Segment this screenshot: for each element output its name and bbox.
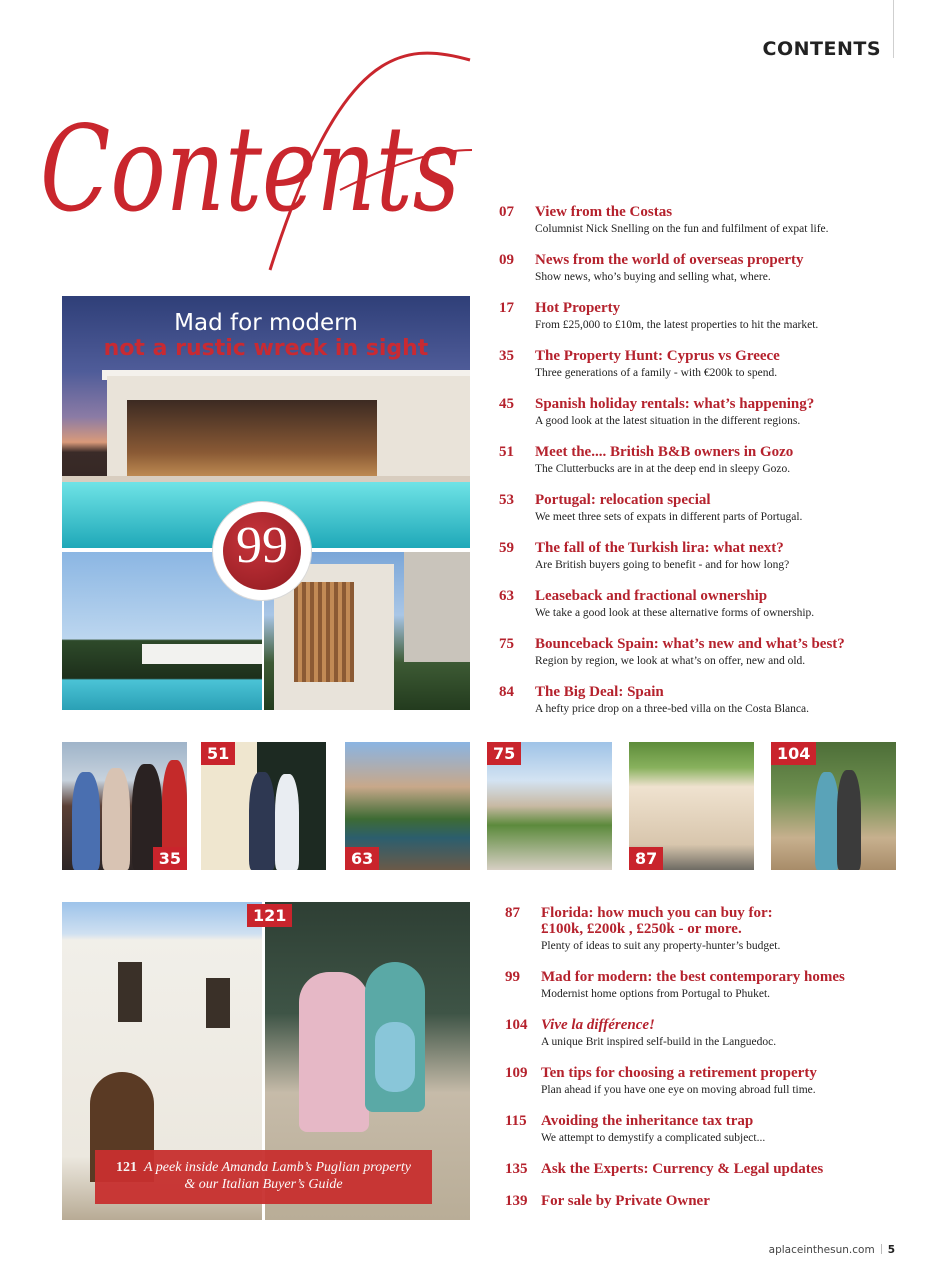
toc-title: The Big Deal: Spain [535,684,664,700]
thumb-garden-pool[interactable] [345,742,470,870]
person-figure [249,772,275,870]
footer-divider [881,1244,882,1254]
toc-description: Plan ahead if you have one eye on moving abroad full time. [541,1084,816,1096]
person-figure [815,772,839,870]
toc-description: A unique Brit inspired self-build in the Languedoc. [541,1036,777,1048]
toc-entry[interactable] [505,905,925,955]
villa-slab [142,644,262,664]
page-99-badge[interactable] [213,502,311,600]
toc-page-number: 84 [499,684,514,700]
thumb-page-tag: 51 [201,742,235,765]
toc-top [499,204,919,724]
timber-slats [294,582,354,682]
toc-page-number: 75 [499,636,514,652]
person-figure [72,772,100,870]
toc-description: Plenty of ideas to suit any property-hunter’s budget. [541,940,781,952]
thumb-family-photo[interactable] [62,742,187,870]
thumb-resort-terrace[interactable] [487,742,612,870]
toc-description: Region by region, we look at what’s on offer, new and old. [535,655,806,667]
toc-page-number: 115 [505,1113,527,1129]
toc-description: A hefty price drop on a three-bed villa on the Costa Blanca. [535,703,809,715]
toc-page-number: 63 [499,588,514,604]
toc-title: Meet the.... British B&B owners in Gozo [535,444,794,460]
toc-description: We take a good look at these alternative forms of ownership. [535,607,815,619]
toc-page-number: 45 [499,396,514,412]
toc-description: Three generations of a family - with €200k to spend. [535,367,778,379]
contents-script-title [40,40,480,290]
toc-title: Ten tips for choosing a retirement property [541,1065,817,1081]
toc-page-number: 17 [499,300,514,316]
header-divider [893,0,894,58]
toc-description: From £25,000 to £10m, the latest properties to hit the market. [535,319,819,331]
person-figure [299,972,369,1132]
toc-title: Florida: how much you can buy for: [541,905,773,921]
toc-title: The fall of the Turkish lira: what next? [535,540,784,556]
thumb-page-tag: 87 [629,847,663,870]
toc-bottom [505,905,925,1215]
thumb-couple-doorway[interactable] [201,742,326,870]
toc-description: The Clutterbucks are in at the deep end in sleepy Gozo. [535,463,791,475]
house-window [206,978,230,1028]
hero-caption-line2: not a rustic wreck in sight [103,336,429,361]
page-number: 5 [887,1244,895,1256]
page-footer [769,1244,895,1256]
thumb-page-tag: 35 [153,847,187,870]
toc-title: Bounceback Spain: what’s new and what’s best? [535,636,845,652]
script-title-text: Contents [40,100,460,238]
thumb-page-tag: 63 [345,847,379,870]
feature-caption[interactable] [95,1150,432,1204]
feature-page-tag: 121 [247,904,292,927]
toc-title: The Property Hunt: Cyprus vs Greece [535,348,780,364]
thumb-page-tag: 75 [487,742,521,765]
toc-title: Hot Property [535,300,621,316]
toc-page-number: 104 [505,1017,528,1033]
toc-description: We meet three sets of expats in different parts of Portugal. [535,511,803,523]
person-figure [102,768,130,870]
toc-description: Columnist Nick Snelling on the fun and fulfilment of expat life. [535,223,829,235]
toc-page-number: 99 [505,969,520,985]
toc-title: News from the world of overseas property [535,252,804,268]
toc-page-number: 135 [505,1161,528,1177]
toc-description: A good look at the latest situation in the different regions. [535,415,801,427]
caption-page-number: 121 [115,1160,137,1175]
villa-block-2 [404,552,470,662]
toc-title: Ask the Experts: Currency & Legal updates [541,1161,824,1177]
toc-title: Spanish holiday rentals: what’s happening? [535,396,815,412]
toc-page-number: 53 [499,492,514,508]
toc-description: Show news, who’s buying and selling what, where. [535,271,771,283]
thumb-couple-garden[interactable] [771,742,896,870]
toc-page-number: 07 [499,204,514,220]
toc-page-number: 59 [499,540,514,556]
house-window [118,962,142,1022]
person-figure [275,774,299,870]
toc-title: Mad for modern: the best contemporary homes [541,969,845,985]
thumb-florida-house[interactable] [629,742,754,870]
caption-line1: A peek inside Amanda Lamb’s Puglian property [143,1160,412,1175]
villa-glazing [127,400,377,488]
thumb-page-tag: 104 [771,742,816,765]
person-figure [375,1022,415,1092]
toc-page-number: 87 [505,905,520,921]
toc-description: Are British buyers going to benefit - and for how long? [535,559,790,571]
hero-caption-line1: Mad for modern [174,310,358,336]
toc-title: For sale by Private Owner [541,1193,710,1209]
person-figure [837,770,861,870]
toc-page-number: 51 [499,444,514,460]
toc-title: View from the Costas [535,204,673,220]
toc-page-number: 09 [499,252,514,268]
villa-facade [107,376,470,488]
toc-title-line2: £100k, £200k , £250k - or more. [541,921,742,937]
badge-number: 99 [236,517,288,574]
toc-title: Avoiding the inheritance tax trap [541,1113,754,1129]
section-title: CONTENTS [762,38,881,60]
toc-description: We attempt to demystify a complicated subject... [541,1132,766,1144]
toc-page-number: 35 [499,348,514,364]
toc-description: Modernist home options from Portugal to Phuket. [541,988,771,1000]
toc-title: Leaseback and fractional ownership [535,588,768,604]
caption-line2: & our Italian Buyer’s Guide [184,1177,343,1192]
toc-title: Vive la différence! [541,1017,655,1033]
toc-title: Portugal: relocation special [535,492,711,508]
footer-site-link[interactable]: aplaceinthesun.com [768,1244,875,1256]
toc-page-number: 139 [505,1193,528,1209]
toc-page-number: 109 [505,1065,528,1081]
